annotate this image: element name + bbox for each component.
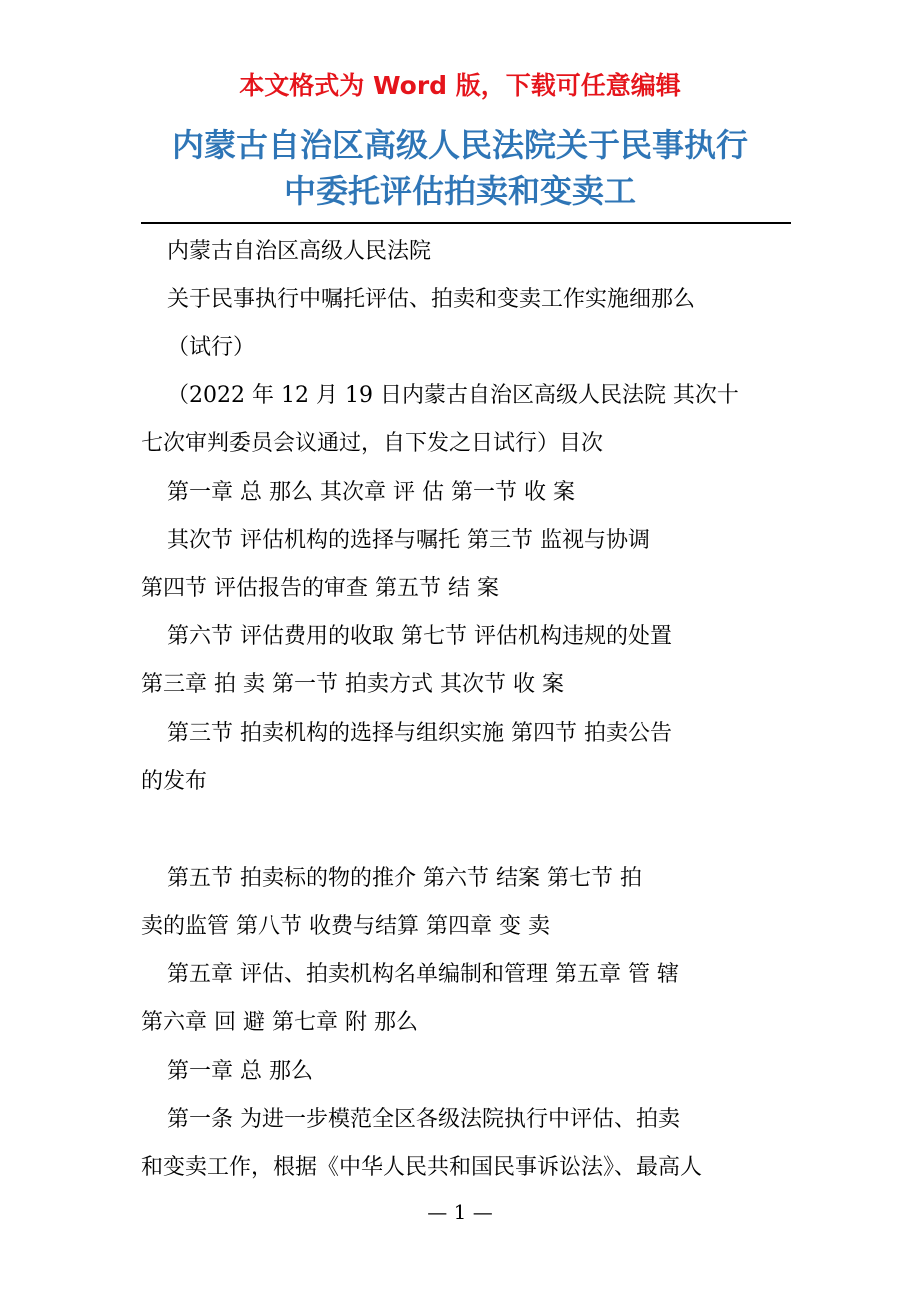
title-line-2: 中委托评估拍卖和变卖工 — [283, 172, 636, 210]
body-line: 第一章 总 那么 — [167, 1059, 313, 1084]
body-line: 第三章 拍 卖 第一节 拍卖方式 其次节 收 案 — [141, 672, 564, 697]
body-line: 和变卖工作，根据《中华人民共和国民事诉讼法》、最高人 — [141, 1155, 703, 1180]
body-line: 第五节 拍卖标的物的推介 第六节 结案 第七节 拍 — [167, 866, 642, 891]
format-notice: 本文格式为 Word 版，下载可任意编辑 — [239, 71, 681, 100]
body-line: 的发布 — [141, 769, 208, 794]
body-line: 其次节 评估机构的选择与嘱托 第三节 监视与协调 — [167, 528, 650, 553]
title-divider — [141, 222, 791, 224]
body-line: 七次审判委员会议通过，自下发之日试行）目次 — [141, 431, 604, 456]
body-line: （试行） — [167, 335, 256, 360]
body-line: 第一条 为进一步模范全区各级法院执行中评估、拍卖 — [167, 1107, 680, 1132]
page-number: — 1 — — [427, 1200, 493, 1224]
body-line: 第三节 拍卖机构的选择与组织实施 第四节 拍卖公告 — [167, 721, 672, 746]
body-line: 卖的监管 第八节 收费与结算 第四章 变 卖 — [141, 914, 550, 939]
body-line: 第一章 总 那么 其次章 评 估 第一节 收 案 — [167, 480, 575, 505]
body-line: 第四节 评估报告的审查 第五节 结 案 — [141, 576, 499, 601]
body-line: （2022 年 12 月 19 日内蒙古自治区高级人民法院 其次十 — [167, 383, 739, 408]
body-line: 内蒙古自治区高级人民法院 — [167, 239, 432, 264]
body-line: 第五章 评估、拍卖机构名单编制和管理 第五章 管 辖 — [167, 962, 679, 987]
body-line: 关于民事执行中嘱托评估、拍卖和变卖工作实施细那么 — [167, 287, 696, 312]
document-title — [0, 122, 920, 214]
body-line: 第六节 评估费用的收取 第七节 评估机构违规的处置 — [167, 624, 672, 649]
title-line-1: 内蒙古自治区高级人民法院关于民事执行 — [171, 126, 748, 164]
body-line: 第六章 回 避 第七章 附 那么 — [141, 1010, 418, 1035]
